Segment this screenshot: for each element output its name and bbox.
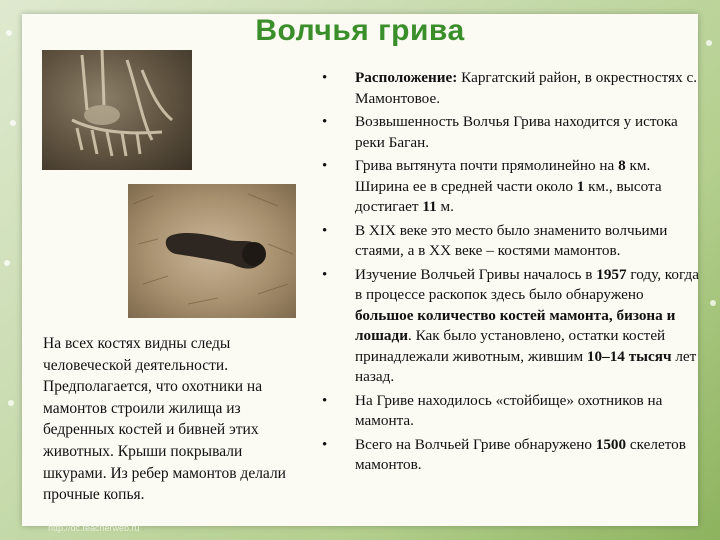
fact-text: скелетов мамонтов. [355, 435, 686, 473]
fact-text: году, когда в процессе раскопок здесь было обнаружено [355, 265, 699, 303]
fact-text: Каргатский район, в окрестностях с. Мамонтовое. [355, 69, 697, 107]
fact-highlight: 1957 [596, 265, 627, 283]
fact-highlight: 10–14 тысяч [586, 347, 672, 365]
fact-item [322, 221, 702, 262]
fact-text: На Гриве находилось «стойбище» охотников на мамонта. [355, 391, 663, 429]
fact-text: лет назад. [355, 347, 697, 385]
skeleton-photo-icon [42, 50, 192, 170]
fact-highlight: 1 [576, 177, 585, 195]
decor-flower-icon [710, 300, 716, 306]
fact-highlight: 1500 [595, 435, 627, 453]
fact-item [322, 391, 702, 432]
fact-text: Возвышенность Волчья Грива находится у истока реки Баган. [355, 113, 678, 151]
slide-title: Волчья грива [255, 14, 465, 47]
skeleton-photo [42, 50, 192, 170]
decor-flower-icon [4, 260, 10, 266]
bones-caption: На всех костях видны следы человеческой деятельности. Предполагается, что охотники на мамонтов строили жилища из бедренных костей и бивней этих животных. Крыши покрывали шкурами. Из ребер мамонтов делали прочные копья. [43, 335, 286, 504]
decor-flower-icon [10, 120, 16, 126]
footer-url-link[interactable]: http://dc.teacherweb.ru [48, 523, 140, 533]
decor-flower-icon [8, 400, 14, 406]
fact-highlight: Расположение: [355, 69, 458, 86]
fact-highlight: 8 [618, 157, 626, 174]
fact-text: В XIX веке это место было знаменито волчьими стаями, а в XX веке – костями мамонтов. [355, 221, 668, 259]
fact-item [322, 112, 702, 153]
bone-on-ground-photo [128, 184, 296, 318]
fact-text: Грива вытянута почти прямолинейно на [355, 157, 619, 174]
fact-text: м. [436, 198, 454, 215]
bone-photo-icon [128, 184, 296, 318]
fact-text: Изучение Волчьей Гривы началось в [355, 265, 597, 283]
fact-text: Всего на Волчьей Гриве обнаружено [355, 435, 596, 453]
fact-text: км. Ширина ее в средней части около [355, 157, 651, 195]
fact-item [322, 68, 702, 109]
fact-item [322, 265, 702, 388]
fact-text: . Как было установлено, остатки костей принадлежали животным, жившим [355, 327, 666, 365]
fact-item [322, 435, 702, 476]
fact-highlight: 11 [422, 198, 437, 215]
fact-item [322, 156, 702, 218]
fact-highlight: большое количество костей мамонта, бизона и лошади [355, 306, 676, 344]
fact-text: км., высота достигает [355, 177, 662, 215]
facts-list [322, 68, 702, 479]
